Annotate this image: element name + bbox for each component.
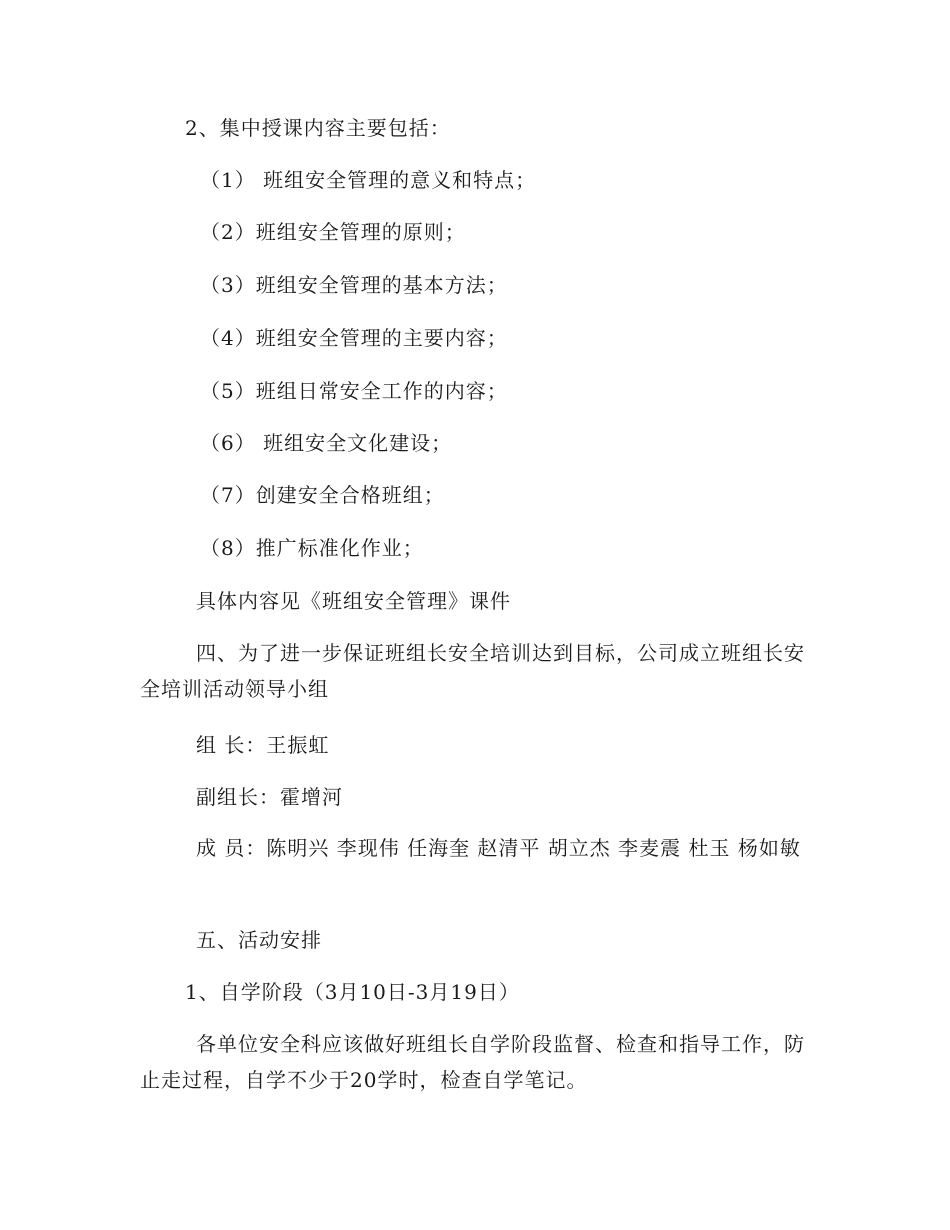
course-item-4: （4）班组安全管理的主要内容； bbox=[200, 326, 508, 350]
self-study-heading: 1、自学阶段（3月10日-3月19日） bbox=[185, 980, 520, 1004]
section2-heading: 2、集中授课内容主要包括： bbox=[185, 116, 451, 140]
section5-heading: 五、活动安排 bbox=[196, 928, 322, 952]
courseware-note: 具体内容见《班组安全管理》课件 bbox=[196, 589, 511, 613]
group-deputy: 副组长：霍增河 bbox=[196, 785, 343, 809]
course-item-2: （2）班组安全管理的原则； bbox=[200, 220, 466, 244]
course-item-7: （7）创建安全合格班组； bbox=[200, 483, 445, 507]
course-item-6: （6） 班组安全文化建设； bbox=[200, 431, 453, 455]
section4-paragraph: 四、为了进一步保证班组长安全培训达到目标，公司成立班组长安全培训活动领导小组 bbox=[140, 641, 805, 701]
self-study-paragraph: 各单位安全科应该做好班组长自学阶段监督、检查和指导工作，防止走过程，自学不少于20学时，检查自学笔记。 bbox=[140, 1032, 805, 1092]
course-item-3: （3）班组安全管理的基本方法； bbox=[200, 273, 508, 297]
group-members: 成 员：陈明兴 李现伟 任海奎 赵清平 胡立杰 李麦震 杜玉 杨如敏 bbox=[196, 836, 801, 860]
course-item-8: （8）推广标准化作业； bbox=[200, 536, 424, 560]
course-item-1: （1） 班组安全管理的意义和特点； bbox=[200, 168, 537, 192]
group-leader: 组 长：王振虹 bbox=[196, 733, 330, 757]
course-item-5: （5）班组日常安全工作的内容； bbox=[200, 379, 508, 403]
